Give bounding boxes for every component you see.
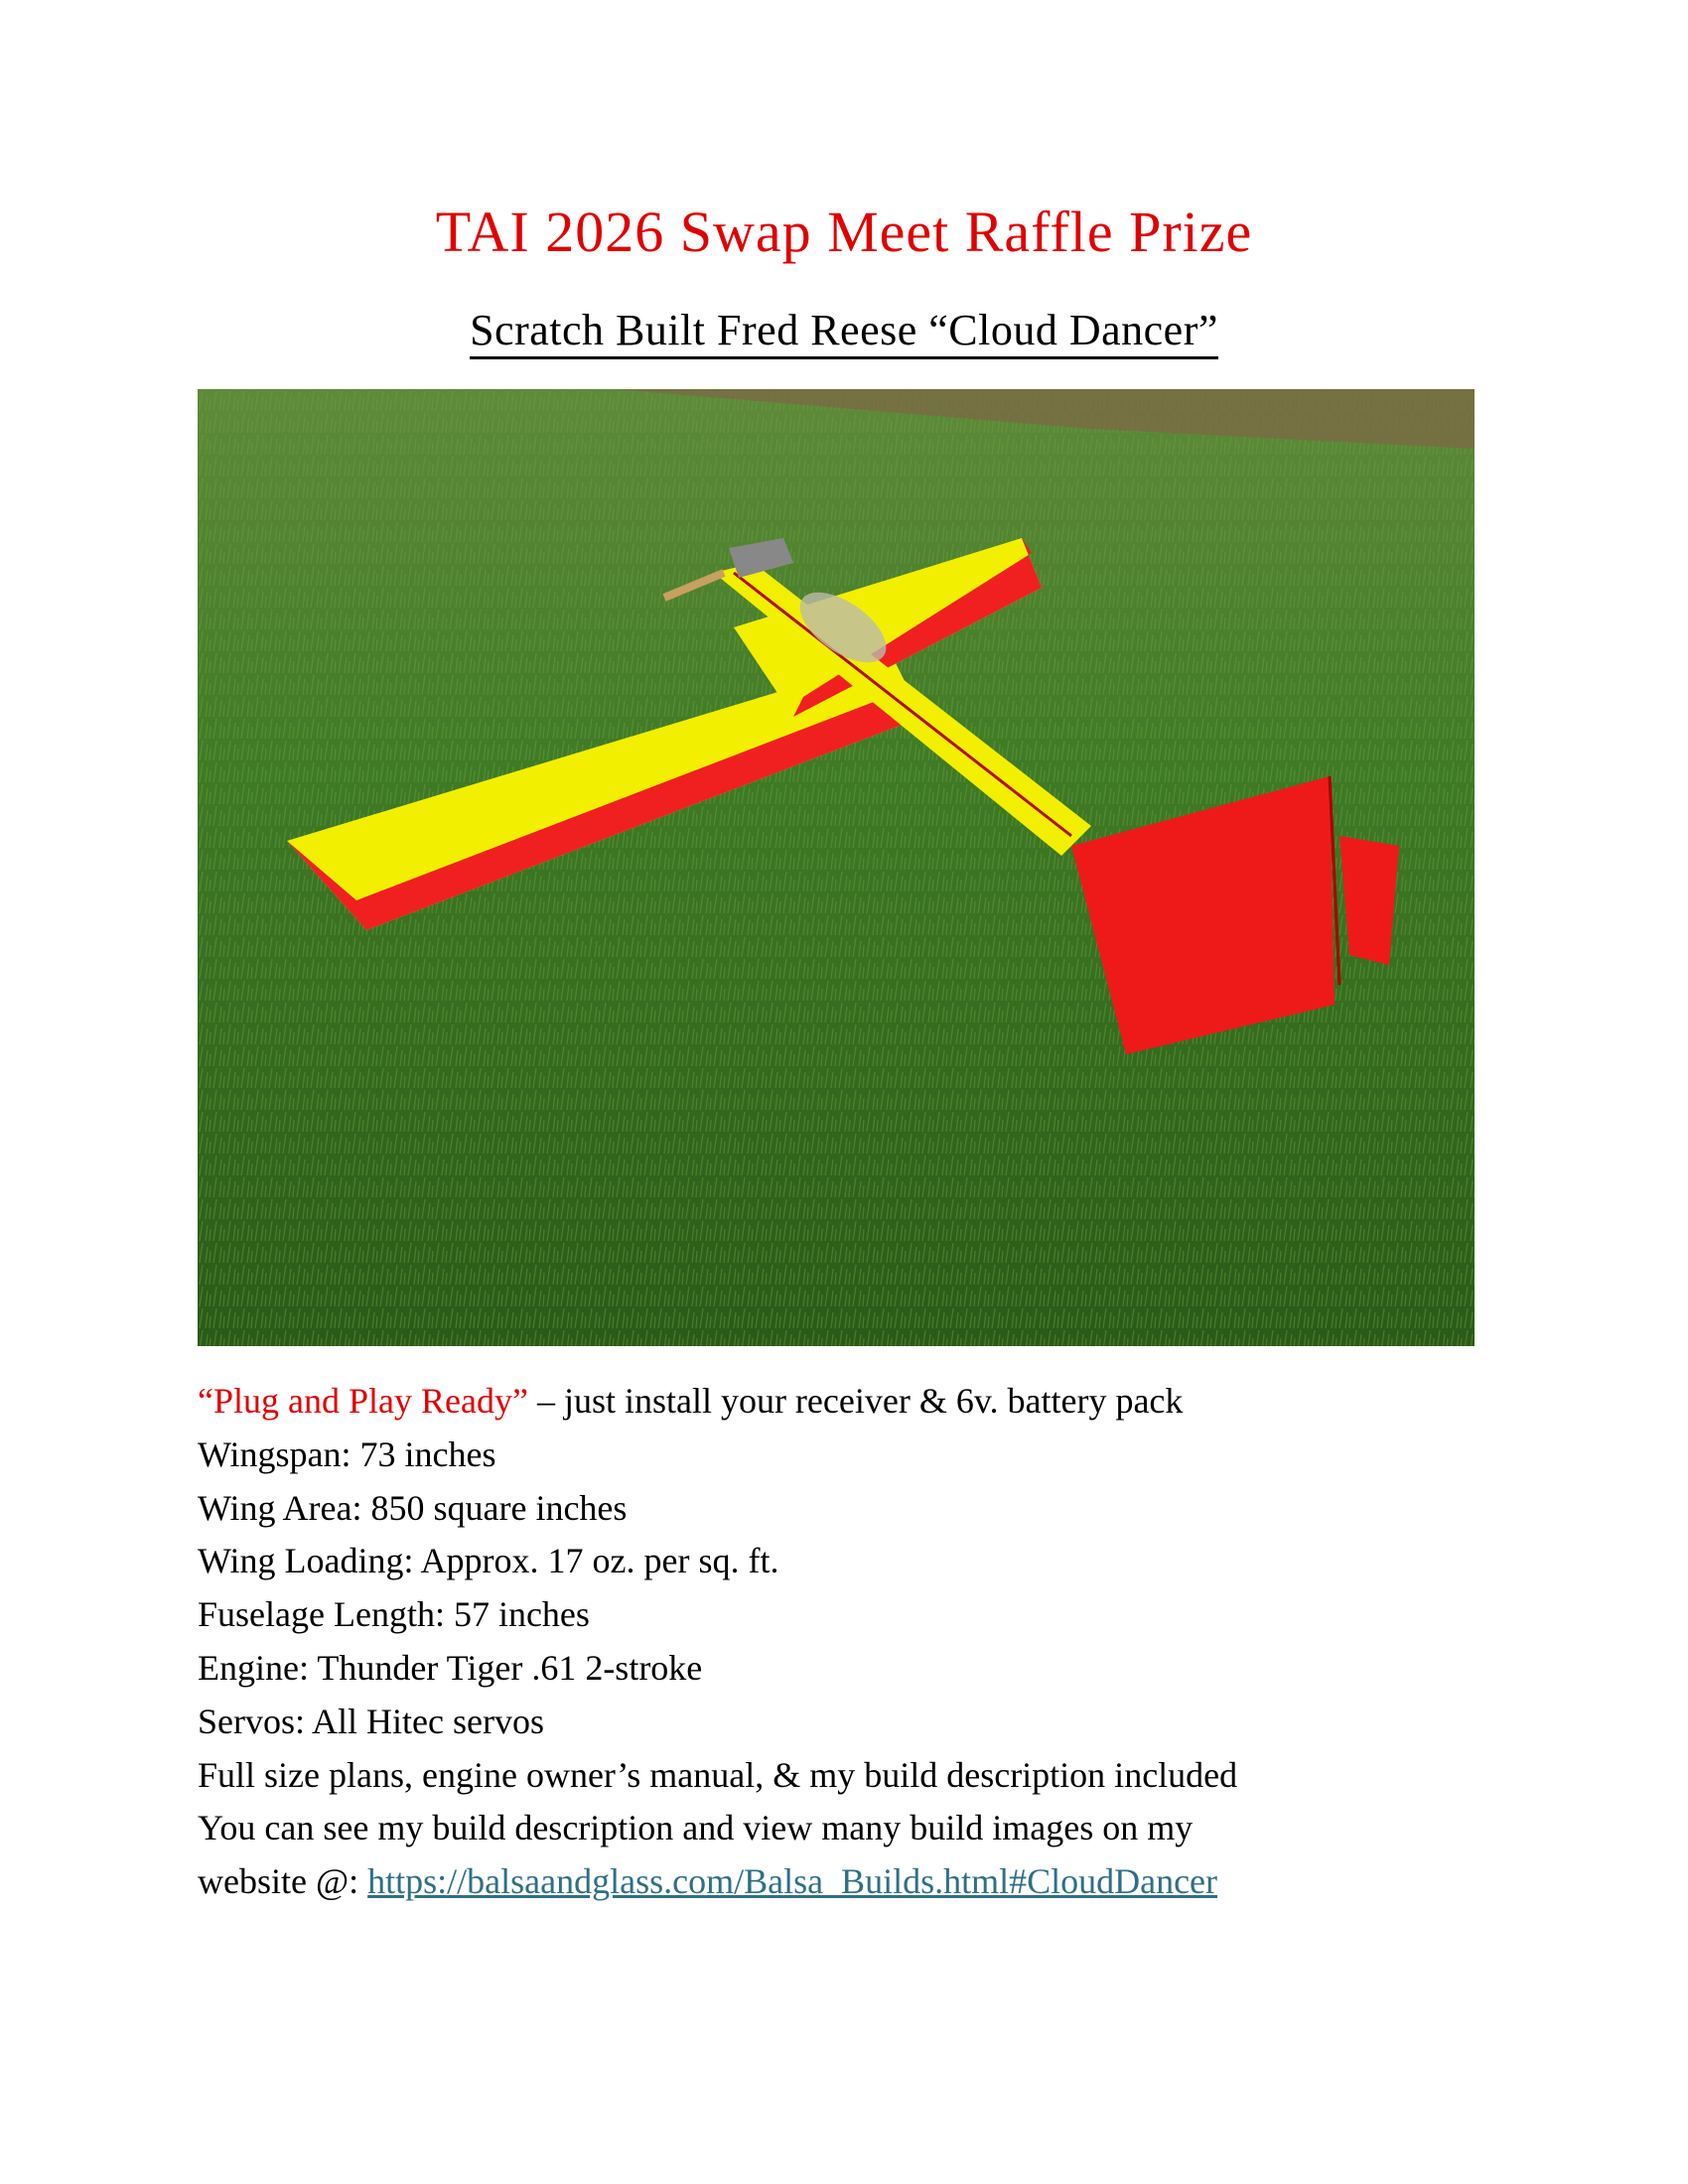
spec-wing-area: Wing Area: 850 square inches	[198, 1487, 628, 1528]
page-title: TAI 2026 Swap Meet Raffle Prize	[435, 200, 1253, 264]
included-items: Full size plans, engine owner’s manual, & my build description included	[198, 1754, 1238, 1795]
website-link[interactable]: https://balsaandglass.com/Balsa_Builds.html#CloudDancer	[367, 1861, 1218, 1902]
details-list	[198, 1375, 1237, 1909]
website-prefix: website @:	[198, 1861, 368, 1902]
spec-engine: Engine: Thunder Tiger .61 2-stroke	[198, 1647, 703, 1688]
plug-and-play-line	[198, 1375, 1237, 1429]
plug-and-play-text: – just install your receiver & 6v. battery pack	[527, 1381, 1184, 1421]
plug-and-play-label: “Plug and Play Ready”	[198, 1381, 528, 1421]
airplane-photo	[198, 389, 1475, 1346]
spec-fuselage-length: Fuselage Length: 57 inches	[198, 1594, 590, 1635]
spec-wingspan: Wingspan: 73 inches	[198, 1433, 496, 1474]
spec-wing-loading: Wing Loading: Approx. 17 oz. per sq. ft.	[198, 1541, 779, 1581]
subtitle-text: Scratch Built Fred Reese “Cloud Dancer”	[470, 306, 1218, 359]
spec-servos: Servos: All Hitec servos	[198, 1701, 544, 1741]
website-intro: You can see my build description and view many build images on my	[198, 1808, 1194, 1848]
subtitle	[0, 305, 1688, 355]
website-line	[198, 1855, 1237, 1909]
